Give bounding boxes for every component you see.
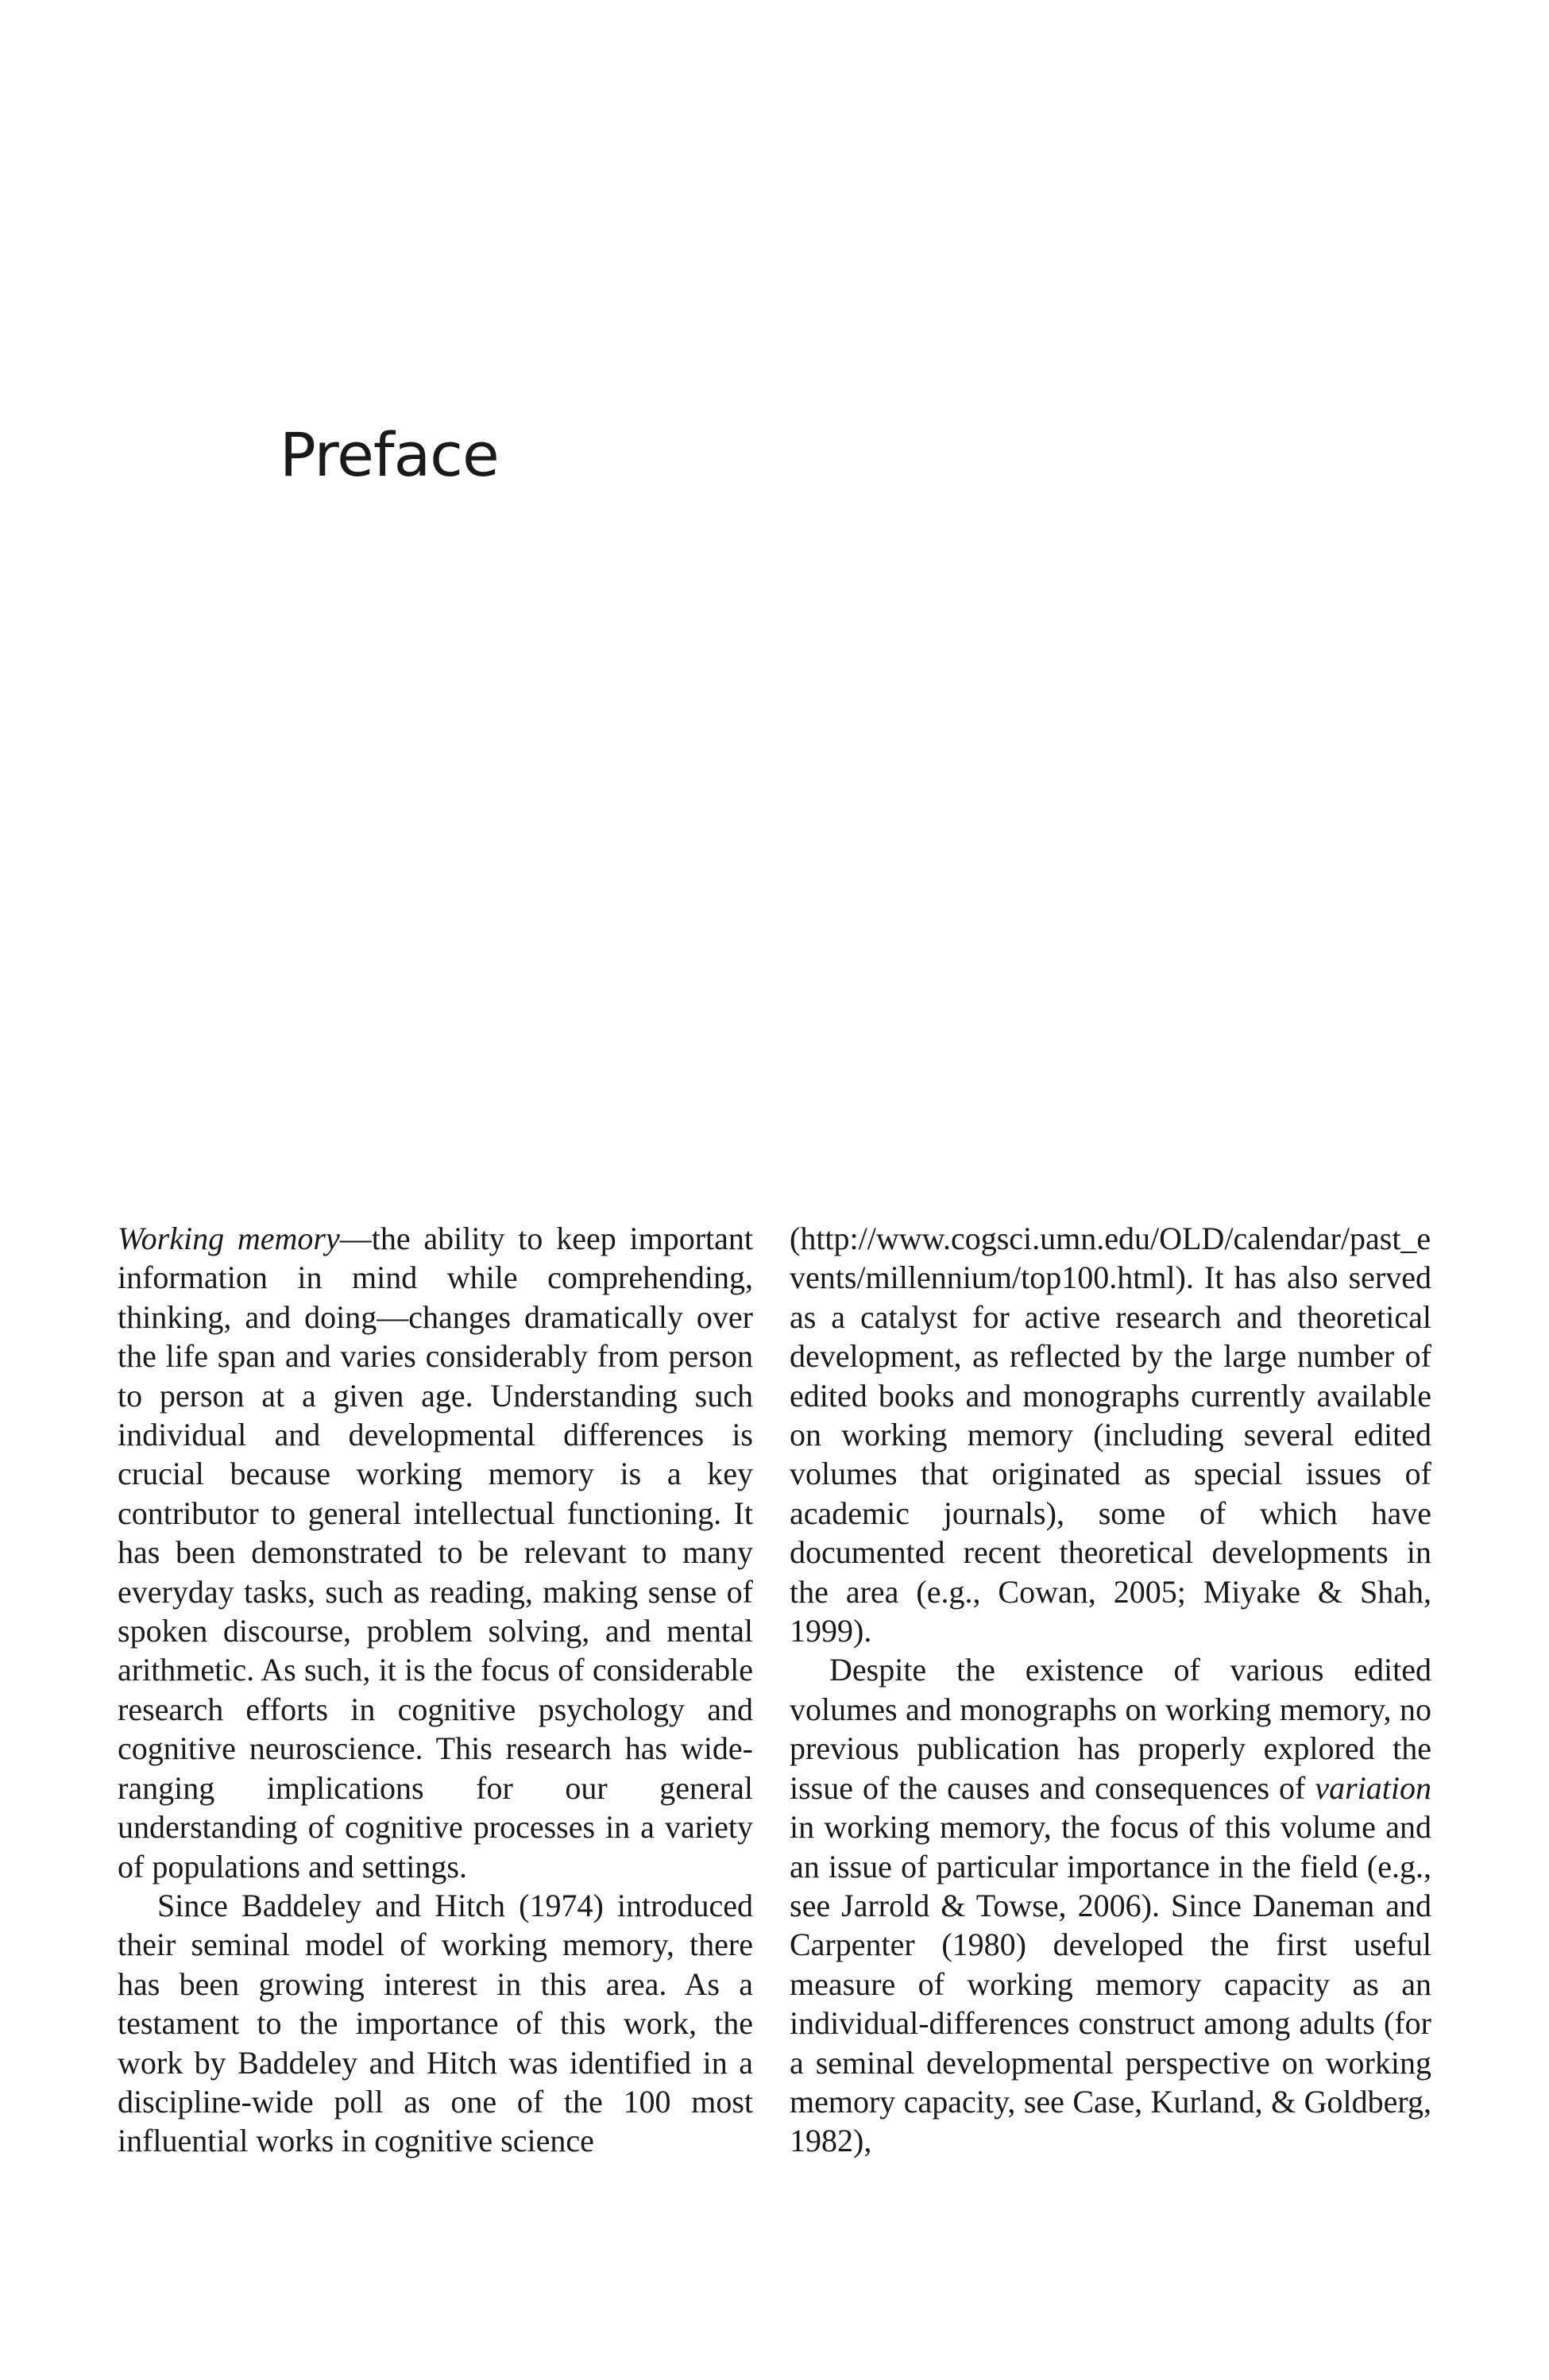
paragraph-text: —the ability to keep important information in mind while comprehending, thinking, and doing—changes dramatically over the life span and varies considerably from person to person at a given age. Understanding such individual and developmental differences is crucial because working memory is a key contributor to general intellectual functioning. It has been demonstrated to be relevant to many everyday tasks, such as reading, making sense of spoken discourse, problem solving, and mental arithmetic. As such, it is the focus of considerable research efforts in cognitive psychology and cognitive neuroscience. This research has wide-ranging implications for our general understanding of cognitive processes in a variety of populations and settings. xyxy=(118,1221,753,1884)
paragraph-text: It has also served as a catalyst for active research and theoretical development, as reflected by the large number of edited books and monographs currently available on working memory (including several edited volumes that originated as special issues of academic journals), some of which have documented recent theoretical developments in the area (e.g., Cowan, 2005; Miyake & Shah, 1999). xyxy=(790,1259,1431,1649)
emphasis-term: variation xyxy=(1315,1769,1431,1806)
paragraph-text: Since Baddeley and Hitch (1974) introduced their seminal model of working memory, there has been growing interest in this area. As a testament to the importance of this work, the work by Baddeley and Hitch was identified in a discipline-wide poll as one of the 100 most influential works in cognitive science xyxy=(118,1887,753,2159)
paragraph-text: in working memory, the focus of this volume and an issue of particular importance in the field (e.g., see Jarrold & Towse, 2006). Since Daneman and Carpenter (1980) developed the first useful measure of working memory capacity as an individual-differences construct among adults (for a seminal developmental perspective on working memory capacity, see Case, Kurland, & Goldberg, 1982), xyxy=(790,1809,1431,2159)
paragraph xyxy=(790,1650,1431,2160)
left-column xyxy=(118,1219,753,2161)
paragraph-text: Despite the existence of various edited volumes and monographs on working memory, no previous publication has properly explored the issue of the causes and consequences of xyxy=(790,1652,1431,1806)
paragraph xyxy=(118,1219,753,1886)
paragraph xyxy=(790,1219,1431,1650)
page-title: Preface xyxy=(280,419,499,490)
right-column xyxy=(790,1219,1431,2161)
paragraph xyxy=(118,1886,753,2161)
url-reference: (http://www.cogsci.umn.edu/OLD/calendar/past_events/millennium/top100.html). xyxy=(790,1221,1431,1296)
body-text-columns xyxy=(118,1219,1431,2161)
emphasis-term: Working memory xyxy=(118,1221,340,1256)
